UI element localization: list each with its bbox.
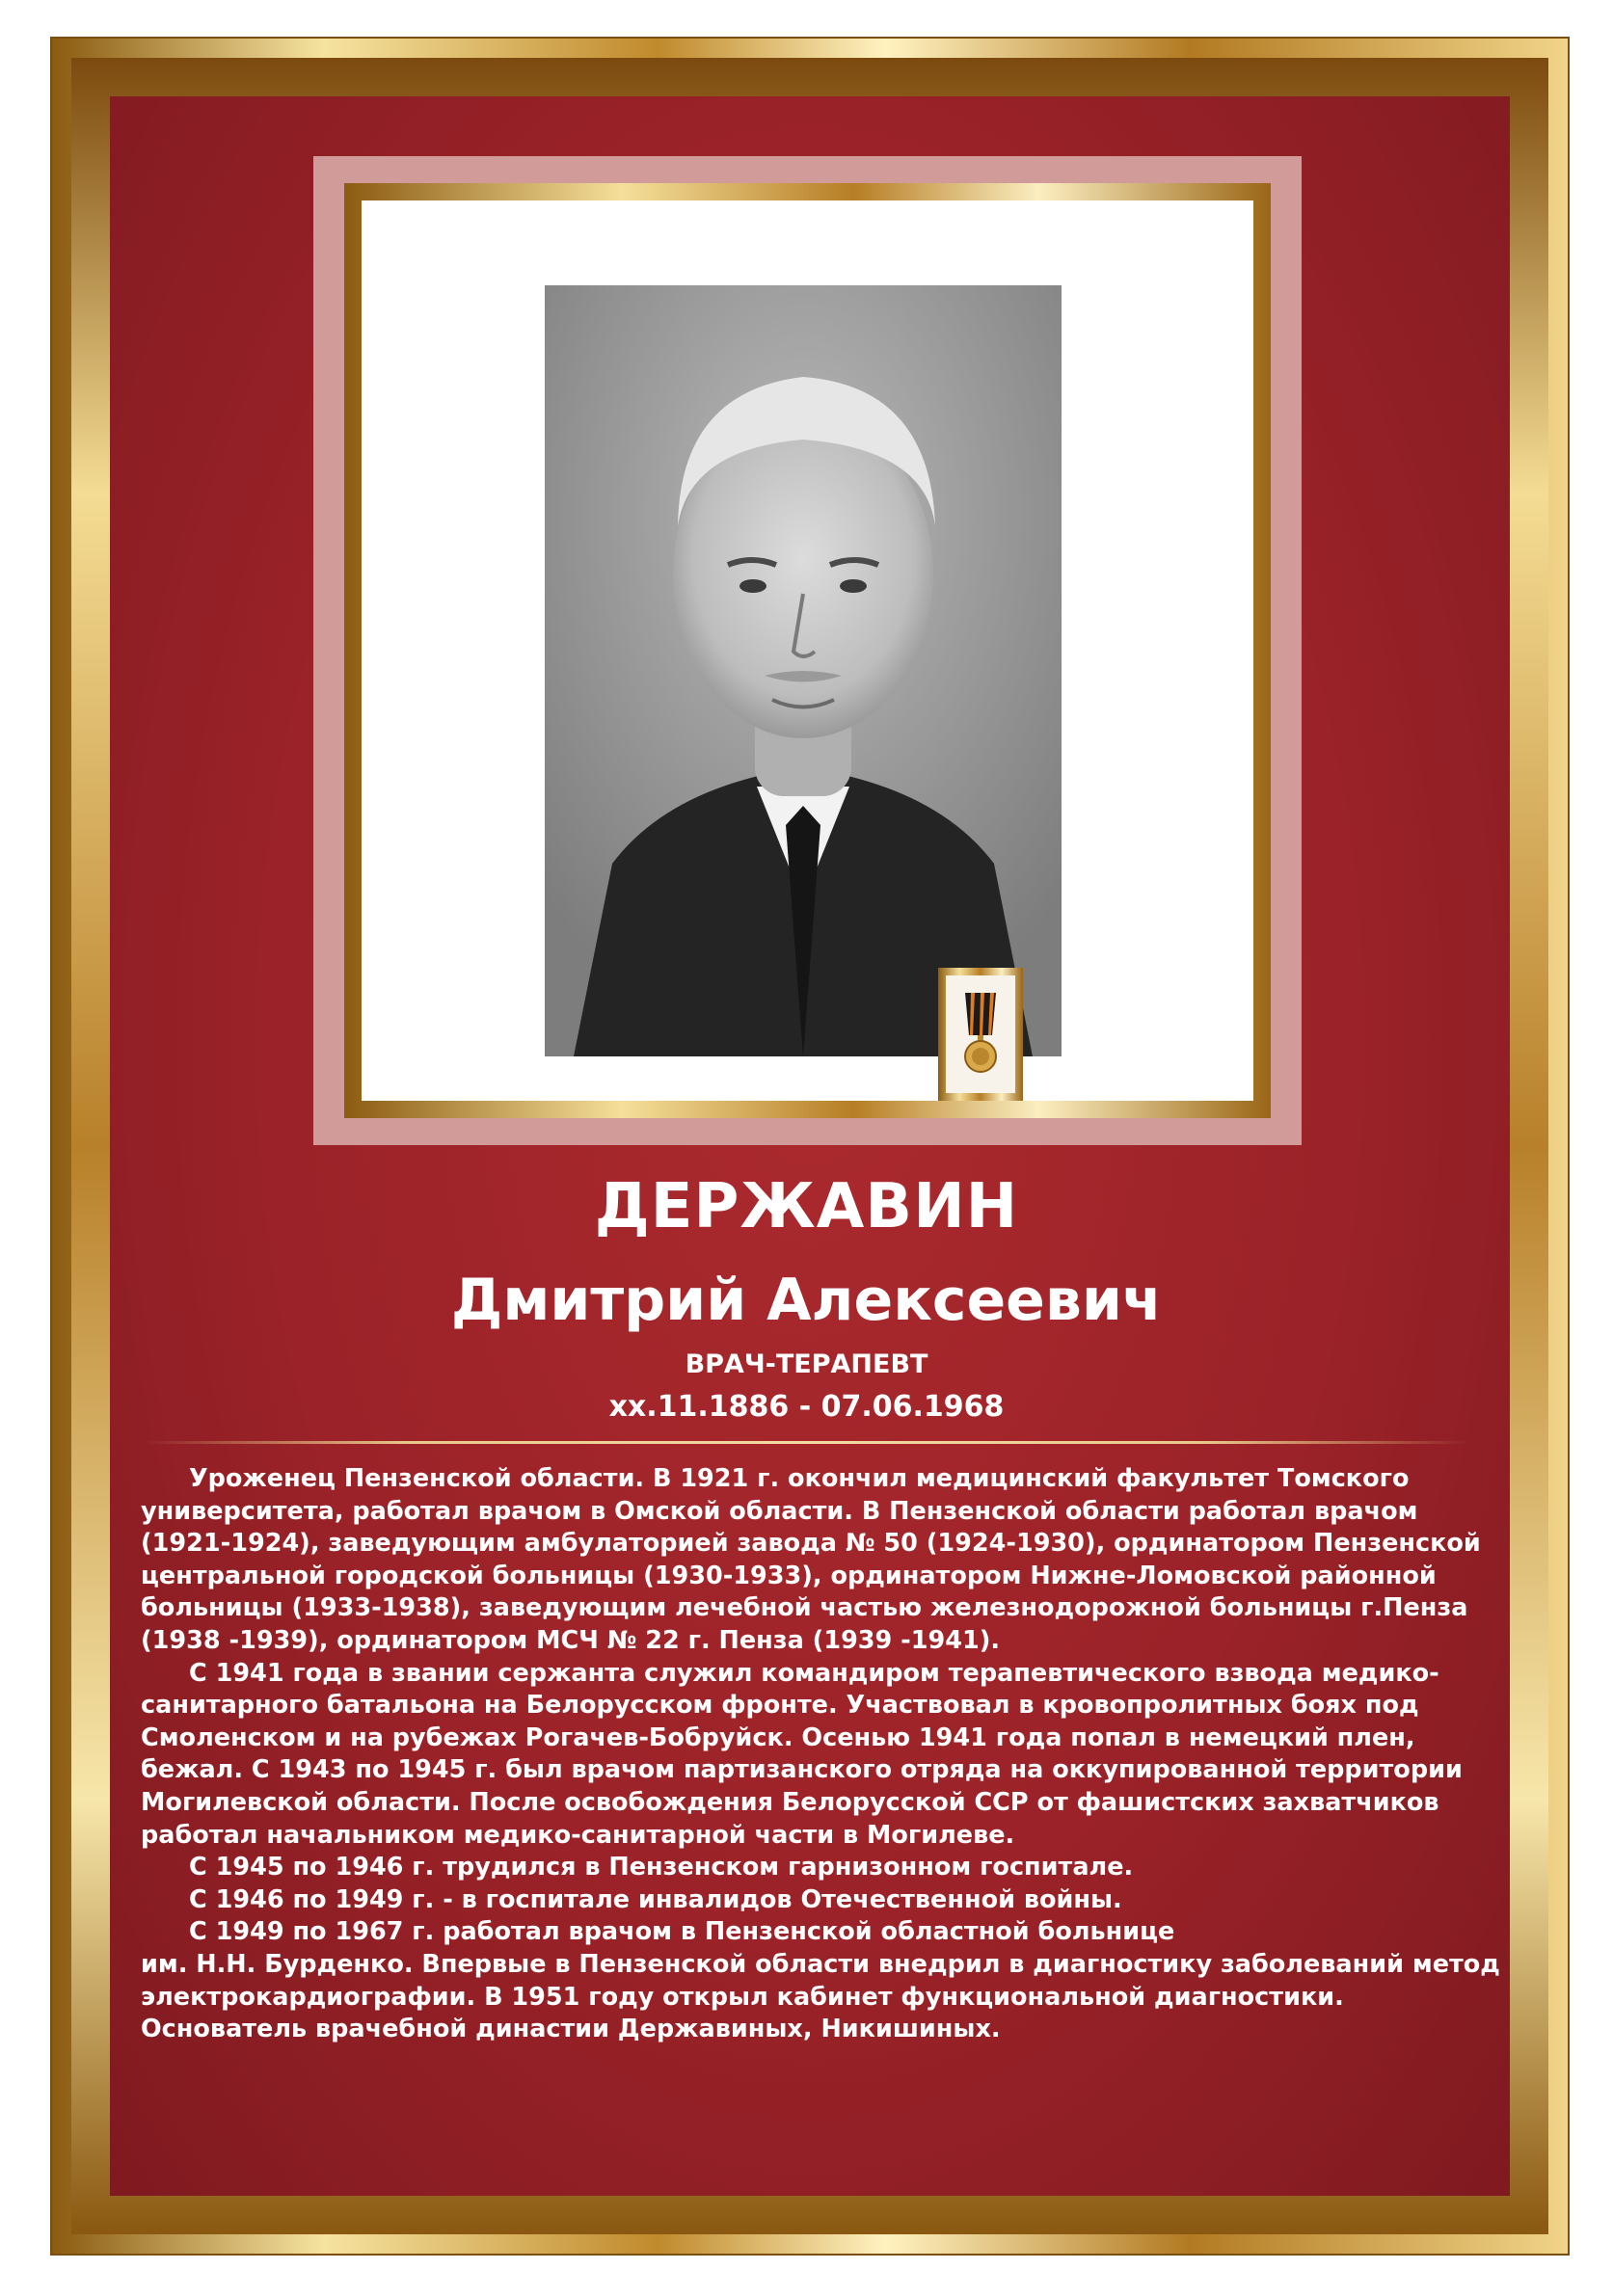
bio-line: С 1941 года в звании сержанта служил командиром терапевтического взвода медико-	[189, 1658, 1439, 1688]
bio-line: работал начальником медико-санитарной части в Могилеве.	[141, 1820, 1015, 1850]
medal-frame	[938, 968, 1023, 1101]
bio-line: Смоленском и на рубежах Рогачев-Бобруйск. Осенью 1941 года попал в немецкий плен,	[141, 1722, 1415, 1752]
bio-line: электрокардиографии. В 1951 году открыл кабинет функциональной диагностики.	[141, 1982, 1344, 2012]
medal-mount	[946, 975, 1015, 1093]
given-names: Дмитрий Алексеевич	[450, 1267, 1163, 1334]
bio-line: центральной городской больницы (1930-1933), ординатором Нижне-Ломовской районной	[141, 1561, 1437, 1590]
photo-white-mount	[362, 200, 1253, 1101]
bio-line: университета, работал врачом в Омской области. В Пензенской области работал врачом	[141, 1496, 1418, 1526]
bio-line: Уроженец Пензенской области. В 1921 г. окончил медицинский факультет Томского	[189, 1464, 1410, 1493]
portrait-figure	[545, 285, 1062, 1056]
bio-line: С 1949 по 1967 г. работал врачом в Пензенской областной больнице	[189, 1917, 1175, 1947]
role: ВРАЧ-ТЕРАПЕВТ	[685, 1349, 928, 1379]
medal-icon	[946, 975, 1015, 1093]
biography	[141, 1463, 1500, 2046]
surname: ДЕРЖАВИН	[594, 1171, 1019, 1242]
divider-line	[145, 1441, 1469, 1444]
portrait-photo	[545, 285, 1062, 1056]
photo-gold-frame	[344, 183, 1271, 1118]
life-dates: хх.11.1886 - 07.06.1968	[608, 1390, 1005, 1424]
bio-line: С 1946 по 1949 г. - в госпитале инвалидов Отечественной войны.	[189, 1884, 1122, 1914]
bio-line: (1921-1924), заведующим амбулаторией завода № 50 (1924-1930), ординатором Пензенской	[141, 1529, 1481, 1559]
bio-line: санитарного батальона на Белорусском фронте. Участвовал в кровопролитных боях под	[141, 1691, 1419, 1721]
bio-line: им. Н.Н. Бурденко. Впервые в Пензенской области внедрил в диагностику заболеваний метод	[141, 1949, 1500, 1979]
bio-line: больницы (1933-1938), заведующим лечебной частью железнодорожной больницы г.Пенза	[141, 1593, 1468, 1623]
bio-line: (1938 -1939), ординатором МСЧ № 22 г. Пенза (1939 -1941).	[141, 1625, 1001, 1655]
bio-line: Могилевской области. После освобождения Белорусской ССР от фашистских захватчиков	[141, 1787, 1439, 1817]
bio-line: С 1945 по 1946 г. трудился в Пензенском гарнизонном госпитале.	[189, 1853, 1134, 1882]
photo-mat	[313, 156, 1302, 1145]
bio-line: бежал. С 1943 по 1945 г. был врачом партизанского отряда на оккупированной территории	[141, 1755, 1463, 1785]
bio-line: Основатель врачебной династии Державиных, Никишиных.	[141, 2015, 1001, 2044]
